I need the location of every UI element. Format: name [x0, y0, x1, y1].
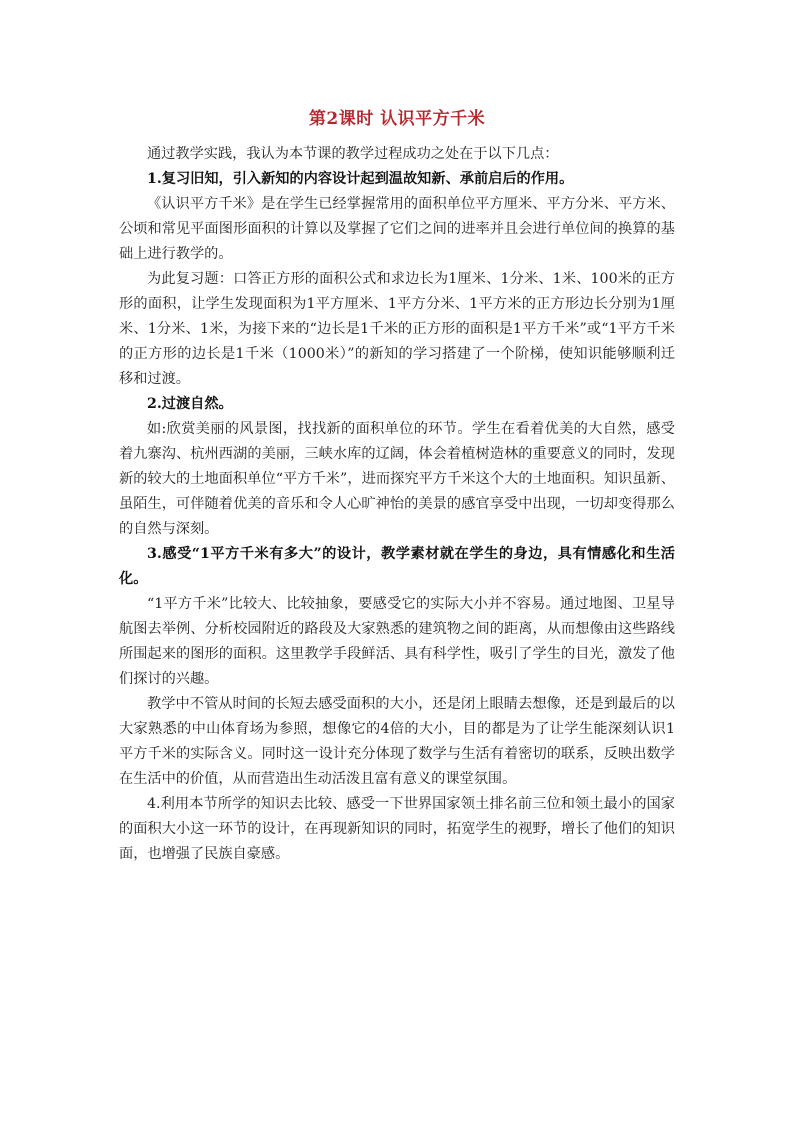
body-paragraph: “1平方千米”比较大、比较抽象，要感受它的实际大小并不容易。通过地图、卫星导航图去举例、分析校园附近的路段及大家熟悉的建筑物之间的距离，从而想像由这些路线所围起来的图形的面积。这里教学手段鲜活、具有科学性，吸引了学生的目光，激发了他们探讨的兴趣。 [119, 596, 675, 687]
body-paragraph: 《认识平方千米》是在学生已经掌握常用的面积单位平方厘米、平方分米、平方米、公顷和常见平面图形面积的计算以及掌握了它们之间的进率并且会进行单位间的换算的基础上进行教学的。 [119, 196, 675, 262]
section-heading-3: 3.感受“1平方千米有多大”的设计，教学素材就在学生的身边，具有情感化和生活化。 [119, 546, 675, 587]
section-heading-1: 1.复习旧知，引入新知的内容设计起到温故知新、承前启后的作用。 [147, 171, 574, 187]
document-body [119, 142, 675, 867]
body-paragraph: 4.利用本节所学的知识去比较、感受一下世界国家领土排名前三位和领土最小的国家的面积大小这一环节的设计，在再现新知识的同时，拓宽学生的视野，增长了他们的知识面，也增强了民族自豪感。 [119, 796, 675, 862]
section-heading-2: 2.过渡自然。 [147, 396, 233, 412]
body-paragraph: 如:欣赏美丽的风景图，找找新的面积单位的环节。学生在看着优美的大自然，感受着九寨沟、杭州西湖的美丽，三峡水库的辽阔，体会着植树造林的重要意义的同时，发现新的较大的土地面积单位“平方千米”，进而探究平方千米这个大的土地面积。知识虽新、虽陌生，可伴随着优美的音乐和令人心旷神怡的美景的感官享受中出现，一切却变得那么的自然与深刻。 [119, 421, 675, 537]
body-paragraph: 为此复习题：口答正方形的面积公式和求边长为1厘米、1分米、1米、100米的正方形的面积，让学生发现面积为1平方厘米、1平方分米、1平方米的正方形边长分别为1厘米、1分米、1米，为接下来的“边长是1千米的正方形的面积是1平方千米”或“1平方千米的正方形的边长是1千米（1000米）”的新知的学习搭建了一个阶梯，使知识能够顺利迁移和过渡。 [119, 271, 675, 387]
intro-paragraph: 通过教学实践，我认为本节课的教学过程成功之处在于以下几点： [147, 146, 559, 162]
body-paragraph: 教学中不管从时间的长短去感受面积的大小，还是闭上眼睛去想像，还是到最后的以大家熟悉的中山体育场为参照，想像它的4倍的大小，目的都是为了让学生能深刻认识1平方千米的实际含义。同时这一设计充分体现了数学与生活有着密切的联系，反映出数学在生活中的价值，从而营造出生动活泼且富有意义的课堂氛围。 [119, 696, 675, 787]
page-title: 第2课时 认识平方千米 [308, 109, 486, 129]
